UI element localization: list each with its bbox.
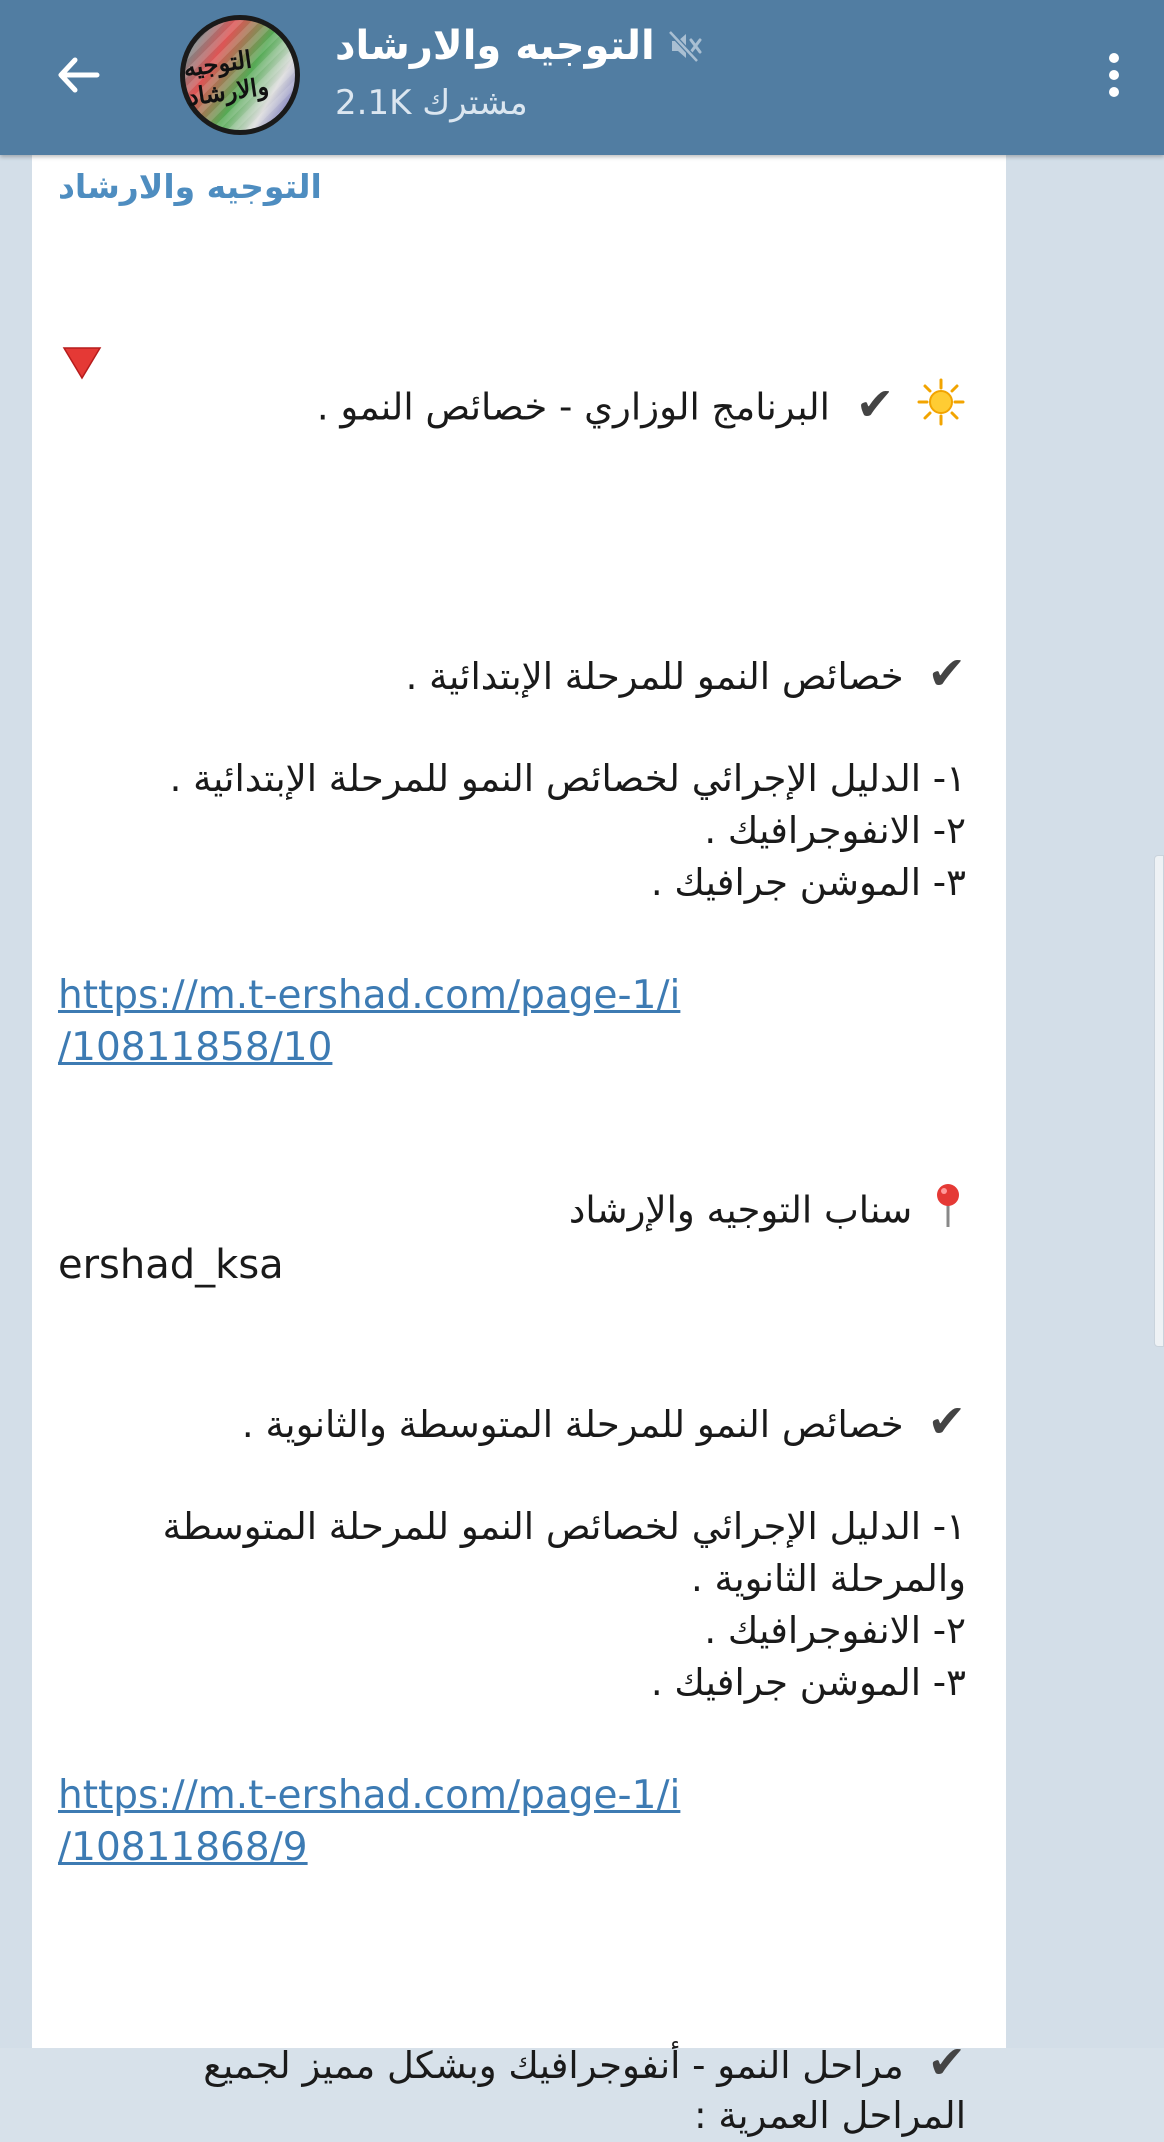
arrow-left-icon	[53, 50, 103, 100]
section2-item2: ٢- الانفوجرافيك .	[704, 1609, 966, 1652]
subscriber-count: 2.1K مشترك	[335, 83, 528, 123]
heavy-check-icon: ✔	[855, 376, 895, 431]
overflow-menu-button[interactable]	[1084, 35, 1144, 115]
section2-item1b: والمرحلة الثانوية .	[690, 1557, 966, 1600]
vertical-dots-icon	[1104, 50, 1124, 100]
chat-background-right	[1006, 155, 1164, 2048]
sun-emoji-icon	[916, 377, 966, 441]
section2-item1a: ١- الدليل الإجرائي لخصائص النمو للمرحلة المتوسطة	[162, 1505, 966, 1548]
message-bubble[interactable]	[32, 155, 1006, 2137]
section3-line1-text: مراحل النمو - أنفوجرافيك وبشكل مميز لجميع	[203, 2044, 904, 2087]
round-pushpin-icon	[930, 1181, 966, 1243]
section2-item3: ٣- الموشن جرافيك .	[650, 1661, 966, 1704]
section1-title	[406, 647, 966, 703]
avatar-logo-text: التوجيه والارشاد	[181, 44, 271, 112]
heavy-check-icon: ✔	[927, 646, 966, 700]
section3-line1	[203, 2036, 966, 2092]
title-text: البرنامج الوزاري - خصائص النمو .	[316, 385, 830, 429]
snap-label: سناب التوجيه والإرشاد	[568, 1188, 913, 1232]
channel-title: التوجيه والارشاد	[335, 23, 655, 69]
link2-line2[interactable]: /10811868/9	[58, 1825, 308, 1870]
section1-item2: ٢- الانفوجرافيك .	[704, 809, 966, 852]
section1-item1: ١- الدليل الإجرائي لخصائص النمو للمرحلة الإبتدائية .	[169, 757, 966, 800]
avatar-artwork	[181, 20, 295, 130]
section2-title	[242, 1395, 966, 1451]
scroll-indicator[interactable]	[1154, 855, 1164, 1347]
section1-item3: ٣- الموشن جرافيك .	[650, 861, 966, 904]
snap-label-line	[569, 1181, 966, 1243]
channel-header	[0, 0, 1164, 155]
snap-handle: ershad_ksa	[58, 1242, 284, 1288]
section1-title-text: خصائص النمو للمرحلة الإبتدائية .	[405, 655, 904, 698]
message-sender[interactable]: التوجيه والارشاد	[58, 167, 322, 206]
channel-title-row[interactable]	[335, 18, 703, 74]
section2-title-text: خصائص النمو للمرحلة المتوسطة والثانوية .	[241, 1403, 904, 1446]
muted-speaker-icon	[667, 28, 703, 64]
chat-background-left	[0, 155, 32, 2048]
back-button[interactable]	[28, 30, 128, 120]
red-down-triangle-icon	[62, 345, 102, 381]
heavy-check-icon: ✔	[927, 2035, 966, 2089]
message-line-title	[317, 377, 966, 441]
link2-line1[interactable]: https://m.t-ershad.com/page-1/i	[58, 1773, 681, 1818]
section3-line2: المراحل العمرية :	[694, 2094, 966, 2137]
link1-line1[interactable]: https://m.t-ershad.com/page-1/i	[58, 973, 681, 1018]
link1-line2[interactable]: /10811858/10	[58, 1025, 333, 1070]
channel-avatar[interactable]	[180, 15, 300, 135]
heavy-check-icon: ✔	[927, 1394, 966, 1448]
